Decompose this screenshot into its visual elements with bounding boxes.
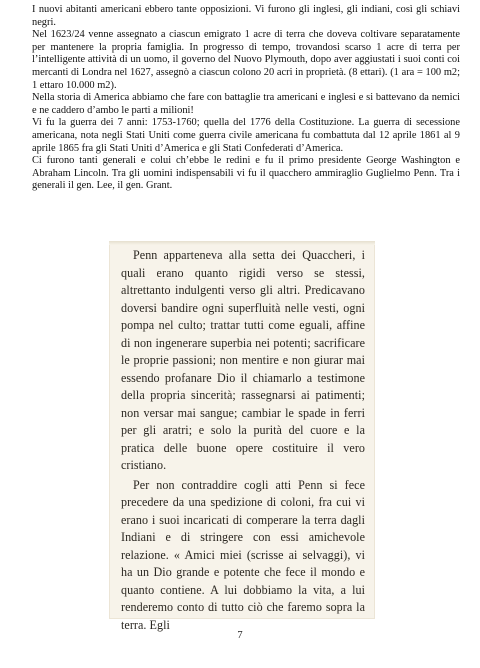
clipping-paragraph-2: Per non contraddire cogli atti Penn si fece precedere da una spedizione di coloni, fra cui vi erano i suoi incaricati di comperare la terra dagli Indiani e di stringere con essi amichevole relazione. « Amici miei (scrisse ai selvaggi), vi ha un Dio grande e potente che fece il mondo e quanto contiene. A lui dobbiamo la vita, a lui renderemo conto di tutto ciò che faremo sopra la terra. Egli [121,477,365,632]
typed-paragraph-1: I nuovi abitanti americani ebbero tante opposizioni. Vi furono gli inglesi, gli indiani, così gli schiavi negri. [32,4,460,28]
typed-paragraph-3: Nella storia di America abbiamo che fare con battaglie tra americani e inglesi e si battevano da nemici e ne caddero d’ambo le parti a milioni! [32,92,460,116]
typed-paragraph-5: Ci furono tanti generali e colui ch’ebbe le redini e fu il primo presidente George Washington e Abraham Lincoln. Tra gli uomini indispensabili vi fu il quacchero ammiraglio Guglielmo Penn. Tra i generali il gen. Lee, il gen. Grant. [32,155,460,192]
typed-text-block [32,4,460,193]
clipping-fold-edge [109,241,375,245]
book-clipping-image [109,241,375,632]
clipping-paragraph-1: Penn apparteneva alla setta dei Quaccheri, i quali erano quanto rigidi verso se stessi, altrettanto indulgenti verso gli altri. Predicavano doversi bandire ogni superfluità nelle vesti, ogni pompa nel culto; trattar tutti come eguali, affine di non ingenerare superbia nei potenti; sacrificare le proprie passioni; non mentire e non giurar mai essendo profanare Dio il chiamarlo a testimone della propria sincerità; rassegnarsi ai patimenti; non versar mai sangue; cambiar le spade in ferri per gli aratri; e solo la purità del cuore e la pratica delle buone opere costituire il vero cristiano. [121,248,365,472]
page-number: 7 [237,630,243,641]
typed-paragraph-4: Vi fu la guerra dei 7 anni: 1753-1760; quella del 1776 della Costituzione. La guerra di secessione americana, nota negli Stati Uniti come guerra civile americana fu combattuta dal 12 aprile 1861 al 9 aprile 1865 fra gli Stati Uniti d’America e gli Stati Confederati d’America. [32,117,460,154]
clipping-text [121,247,365,634]
typed-paragraph-2: Nel 1623/24 venne assegnato a ciascun emigrato 1 acre di terra che doveva coltivare separatamente per mantenere la propria famiglia. In progresso di tempo, trovandosi scarso 1 acre di terra per l’intelligente attività di un uomo, il governo del Nuovo Plymouth, dopo aver aggiustati i suoi conti coi mercanti di Londra nel 1627, assegnò a ciascun colono 20 acri in proprietà. (8 ettari). (1 ara = 100 m2; 1 ettaro 10.000 m2). [32,29,460,91]
